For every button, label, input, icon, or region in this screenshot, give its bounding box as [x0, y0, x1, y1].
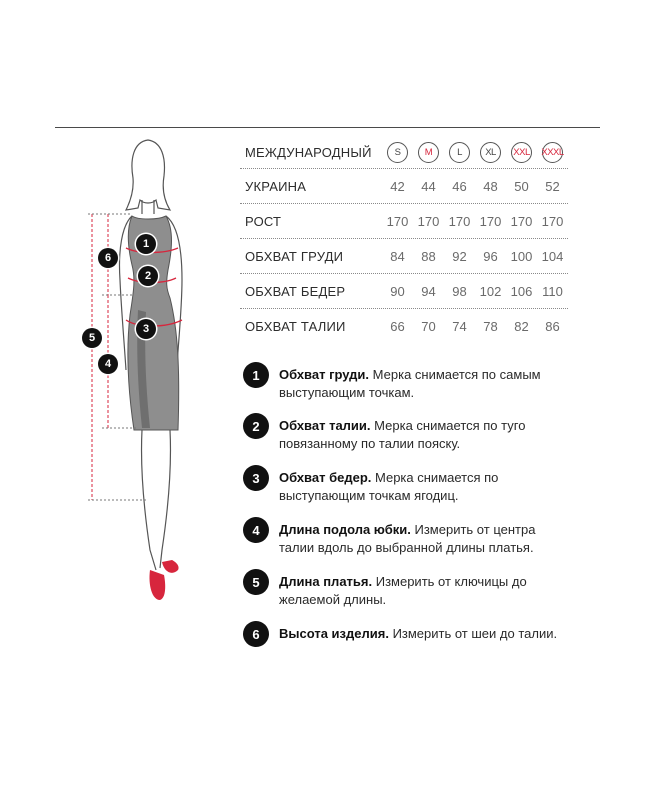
table-cell: 92 — [452, 248, 467, 264]
legend-item — [243, 521, 573, 557]
marker-1: 1 — [136, 234, 156, 254]
table-cell: 106 — [510, 283, 533, 299]
size-badge: XXL — [511, 142, 532, 163]
table-row-international — [240, 136, 568, 169]
legend-text: Измерить от шеи до талии. — [392, 626, 558, 641]
table-cell: 82 — [514, 318, 529, 334]
top-divider — [55, 127, 600, 128]
table-cell: 78 — [483, 318, 498, 334]
legend-item — [243, 417, 573, 453]
row-label: ОБХВАТ ТАЛИИ — [245, 318, 346, 334]
row-label: ОБХВАТ ГРУДИ — [245, 248, 344, 264]
table-row-hips — [240, 274, 568, 309]
legend-text: Мерка снимается по самым выступающим точкам. — [279, 367, 541, 400]
row-label: УКРАИНА — [245, 178, 307, 194]
table-cell: 96 — [483, 248, 498, 264]
legend-title: Обхват бедер. — [279, 470, 372, 485]
table-cell: 170 — [541, 213, 564, 229]
marker-4: 4 — [98, 354, 118, 374]
legend-item — [243, 625, 573, 647]
legend-title: Обхват талии. — [279, 418, 371, 433]
size-badge: XL — [480, 142, 501, 163]
table-row-height — [240, 204, 568, 239]
legend-title: Высота изделия. — [279, 626, 389, 641]
marker-3: 3 — [136, 319, 156, 339]
marker-2: 2 — [138, 266, 158, 286]
size-badge: M — [418, 142, 439, 163]
table-cell: 42 — [390, 178, 405, 194]
size-badge: L — [449, 142, 470, 163]
legend-item — [243, 573, 573, 609]
table-cell: 170 — [417, 213, 440, 229]
dress-figure-illustration — [78, 130, 228, 610]
table-cell: 46 — [452, 178, 467, 194]
legend-text: Мерка снимается по туго повязанному по талии пояску. — [279, 418, 526, 451]
row-label: МЕЖДУНАРОДНЫЙ — [245, 144, 372, 160]
table-cell: 90 — [390, 283, 405, 299]
legend-title: Длина платья. — [279, 574, 373, 589]
marker-5: 5 — [82, 328, 102, 348]
table-row-chest — [240, 239, 568, 274]
table-cell: 88 — [421, 248, 436, 264]
table-cell: 52 — [545, 178, 560, 194]
size-badge: XXXL — [542, 142, 563, 163]
size-badge: S — [387, 142, 408, 163]
table-row-ukraine — [240, 169, 568, 204]
legend-title: Длина подола юбки. — [279, 522, 411, 537]
table-cell: 98 — [452, 283, 467, 299]
row-label: ОБХВАТ БЕДЕР — [245, 283, 346, 299]
table-cell: 94 — [421, 283, 436, 299]
table-cell: 70 — [421, 318, 436, 334]
number-badge: 4 — [243, 517, 269, 543]
row-label: РОСТ — [245, 213, 282, 229]
table-cell: 102 — [479, 283, 502, 299]
number-badge: 1 — [243, 362, 269, 388]
legend-title: Обхват груди. — [279, 367, 370, 382]
table-cell: 170 — [479, 213, 502, 229]
number-badge: 2 — [243, 413, 269, 439]
legend-text: Измерить от ключицы до желаемой длины. — [279, 574, 527, 607]
legend-text: Измерить от центра талии вдоль до выбранной длины платья. — [279, 522, 536, 555]
legend-item — [243, 366, 573, 402]
table-cell: 48 — [483, 178, 498, 194]
table-cell: 50 — [514, 178, 529, 194]
table-cell: 170 — [386, 213, 409, 229]
number-badge: 5 — [243, 569, 269, 595]
table-cell: 74 — [452, 318, 467, 334]
table-cell: 66 — [390, 318, 405, 334]
number-badge: 6 — [243, 621, 269, 647]
number-badge: 3 — [243, 465, 269, 491]
table-cell: 100 — [510, 248, 533, 264]
table-cell: 170 — [510, 213, 533, 229]
table-cell: 84 — [390, 248, 405, 264]
table-cell: 110 — [542, 283, 563, 299]
table-cell: 86 — [545, 318, 560, 334]
table-cell: 104 — [541, 248, 564, 264]
table-row-waist — [240, 309, 568, 343]
legend-item — [243, 469, 573, 505]
size-table — [240, 136, 568, 343]
legend-text: Мерка снимается по выступающим точкам ягодиц. — [279, 470, 499, 503]
marker-6: 6 — [98, 248, 118, 268]
table-cell: 44 — [421, 178, 436, 194]
table-cell: 170 — [448, 213, 471, 229]
